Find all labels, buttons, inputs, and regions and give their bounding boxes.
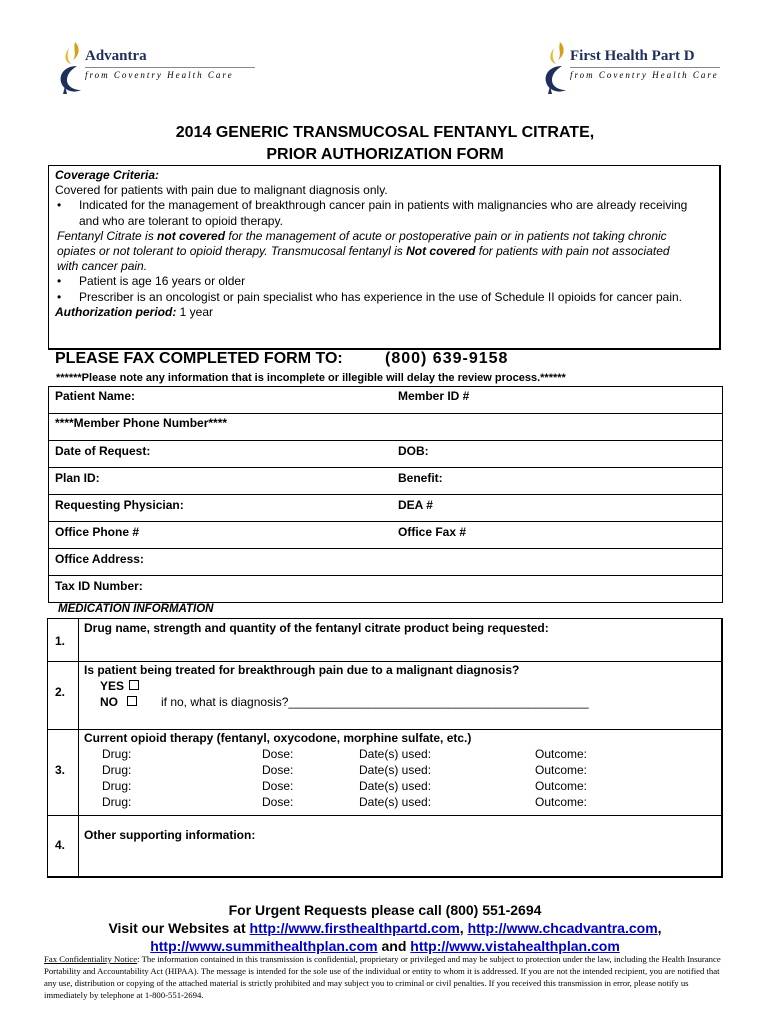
advantra-brand-name: Advantra	[85, 48, 147, 64]
no-option: NO	[100, 695, 137, 709]
advantra-logo	[55, 40, 255, 100]
criteria-italic-line: Fentanyl Citrate is not covered for the management of acute or postoperative pain or in patients not taking chronic	[57, 228, 667, 243]
medication-table	[47, 618, 723, 878]
incomplete-info-note: ******Please note any information that is incomplete or illegible will delay the review process.******	[56, 372, 566, 384]
drug-label: Drug:	[102, 795, 132, 809]
patient-row	[49, 387, 722, 414]
question-row	[48, 815, 721, 877]
no-checkbox[interactable]	[127, 696, 137, 706]
question-text: Current opioid therapy (fentanyl, oxycodone, morphine sulfate, etc.)	[84, 731, 472, 745]
first-health-brand-name: First Health Part D	[570, 48, 695, 64]
benefit-label: Benefit:	[398, 471, 443, 485]
dose-label: Dose:	[262, 795, 294, 809]
drug-label: Drug:	[102, 747, 132, 761]
vista-health-link[interactable]: http://www.vistahealthplan.com	[410, 938, 620, 954]
question-row	[48, 661, 721, 730]
office-phone-label: Office Phone #	[55, 525, 140, 539]
outcome-label: Outcome:	[535, 779, 588, 793]
member-phone-row	[49, 413, 722, 441]
dates-used-label: Date(s) used:	[359, 779, 432, 793]
question-row	[48, 729, 721, 816]
outcome-label: Outcome:	[535, 763, 588, 777]
fax-number: (800) 639-9158	[385, 350, 509, 367]
yes-option: YES	[100, 679, 139, 693]
plan-row	[49, 467, 722, 495]
criteria-bullet-cont: and who are tolerant to opioid therapy.	[79, 213, 283, 228]
criteria-heading: Coverage Criteria:	[55, 168, 160, 182]
medication-info-heading: MEDICATION INFORMATION	[58, 603, 214, 615]
coverage-criteria-box	[48, 165, 721, 350]
patient-name-label: Patient Name:	[55, 389, 136, 403]
tax-id-row	[49, 575, 722, 602]
form-title-line2: PRIOR AUTHORIZATION FORM	[266, 146, 504, 163]
office-fax-label: Office Fax #	[398, 525, 467, 539]
question-text: Drug name, strength and quantity of the fentanyl citrate product being requested:	[84, 621, 549, 635]
criteria-line: Covered for patients with pain due to malignant diagnosis only.	[55, 183, 388, 198]
question-number-cell: 4.	[48, 815, 79, 877]
question-number-cell: 2.	[48, 661, 79, 729]
dose-label: Dose:	[262, 763, 294, 777]
drug-label: Drug:	[102, 763, 132, 777]
fax-label: PLEASE FAX COMPLETED FORM TO:	[55, 350, 343, 367]
question-row	[48, 619, 721, 662]
advantra-tagline: from Coventry Health Care	[85, 70, 234, 80]
criteria-italic-line: opiates or not tolerant to opioid therapy. Transmucosal fentanyl is Not covered for patients with pain not associated	[57, 244, 670, 259]
question-number-cell: 1.	[48, 619, 79, 661]
first-health-logo	[540, 40, 720, 100]
tax-id-label: Tax ID Number:	[55, 579, 143, 593]
patient-info-table	[48, 386, 723, 603]
criteria-bullet: • Patient is age 16 years or older	[55, 274, 719, 289]
flame-logo-icon	[55, 40, 89, 98]
question-text: Is patient being treated for breakthrough pain due to a malignant diagnosis?	[84, 663, 520, 677]
dea-label: DEA #	[398, 498, 433, 512]
question-number-cell: 3.	[48, 729, 79, 815]
member-id-label: Member ID #	[398, 389, 470, 403]
diagnosis-field[interactable]: if no, what is diagnosis?_____________________________________________	[161, 695, 589, 709]
office-contact-row	[49, 521, 722, 549]
dates-used-label: Date(s) used:	[359, 747, 432, 761]
first-health-link[interactable]: http://www.firsthealthpartd.com	[249, 920, 460, 936]
outcome-label: Outcome:	[535, 747, 588, 761]
form-title-line1: 2014 GENERIC TRANSMUCOSAL FENTANYL CITRATE,	[175, 124, 595, 141]
flame-logo-icon	[540, 40, 574, 98]
question-text: Other supporting information:	[84, 828, 256, 842]
fax-confidentiality-notice: Fax Confidentiality Notice: The information contained in this transmission is confidential, proprietary or privileged and may be subject to protection under the law, including the Health Insurance Portability and Accountability Act (HIPAA). The message is intended for the sole use of the individual or entity to whom it is addressed. If you are not the intended recipient, you are notified that any use, distribution or copying of the attached material is strictly prohibited and may subject you to criminal or civil penalties. If you received this transmission in error, please notify us immediately by telephone at 1-800-551-2694.	[44, 954, 721, 1000]
drug-label: Drug:	[102, 779, 132, 793]
logo-divider	[85, 67, 255, 68]
member-phone-label: ****Member Phone Number****	[55, 416, 228, 430]
criteria-bullet: • Indicated for the management of breakthrough cancer pain in patients with malignancies who are already receiving	[55, 198, 719, 213]
request-row	[49, 440, 722, 468]
outcome-label: Outcome:	[535, 795, 588, 809]
physician-row	[49, 494, 722, 522]
office-address-label: Office Address:	[55, 552, 144, 566]
dob-label: DOB:	[398, 444, 429, 458]
office-address-row	[49, 548, 722, 576]
urgent-requests-line: For Urgent Requests please call (800) 551-2694	[228, 902, 542, 918]
dates-used-label: Date(s) used:	[359, 795, 432, 809]
plan-id-label: Plan ID:	[55, 471, 100, 485]
summit-health-link[interactable]: http://www.summithealthplan.com	[150, 938, 378, 954]
requesting-physician-label: Requesting Physician:	[55, 498, 184, 512]
dates-used-label: Date(s) used:	[359, 763, 432, 777]
authorization-period: Authorization period: 1 year	[55, 304, 214, 319]
criteria-bullet: • Prescriber is an oncologist or pain specialist who has experience in the use of Schedule II opioids for cancer pain.	[55, 290, 719, 305]
websites-line-2: http://www.summithealthplan.com and http://www.vistahealthplan.com	[150, 938, 620, 954]
date-of-request-label: Date of Request:	[55, 444, 151, 458]
logo-divider	[570, 67, 720, 68]
dose-label: Dose:	[262, 779, 294, 793]
criteria-italic-line: with cancer pain.	[57, 259, 148, 274]
first-health-tagline: from Coventry Health Care	[570, 70, 719, 80]
websites-line: Visit our Websites at http://www.firsthealthpartd.com, http://www.chcadvantra.com,	[108, 920, 662, 936]
chc-advantra-link[interactable]: http://www.chcadvantra.com	[467, 920, 658, 936]
dose-label: Dose:	[262, 747, 294, 761]
yes-checkbox[interactable]	[129, 680, 139, 690]
